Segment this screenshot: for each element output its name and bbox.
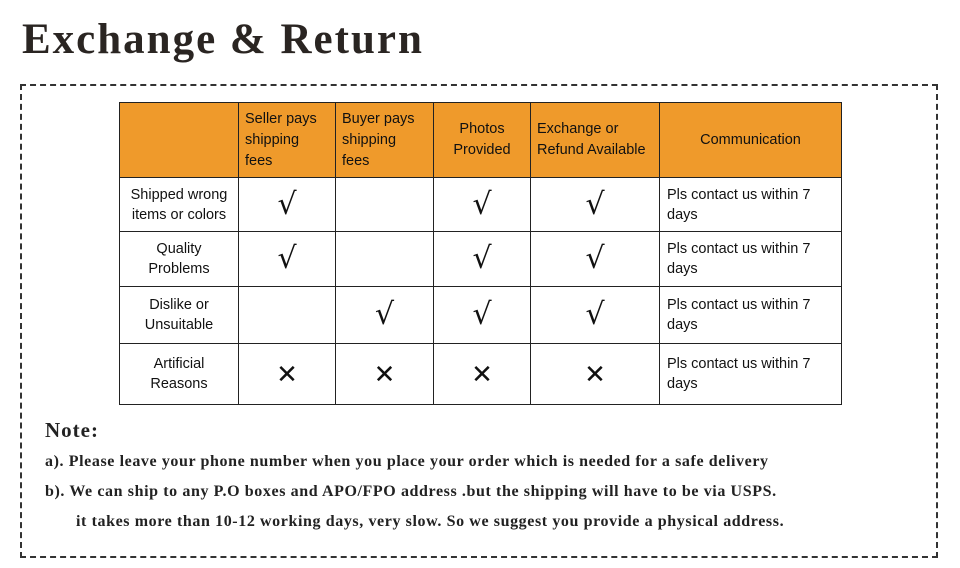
check-mark-icon: √ bbox=[239, 232, 336, 287]
check-mark-icon: √ bbox=[531, 287, 660, 344]
page-title: Exchange & Return bbox=[22, 16, 424, 63]
note-heading: Note: bbox=[45, 418, 99, 442]
reason-cell: Artificial Reasons bbox=[120, 344, 239, 405]
table-row bbox=[120, 178, 842, 232]
communication-cell: Pls contact us within 7 days bbox=[660, 232, 842, 287]
check-mark-icon: √ bbox=[434, 232, 531, 287]
note-line-b: b). We can ship to any P.O boxes and APO/FPO address .but the shipping will have to be via USPS. bbox=[45, 483, 777, 500]
cross-mark-cell bbox=[336, 344, 434, 405]
communication-cell: Pls contact us within 7 days bbox=[660, 178, 842, 232]
empty-cell bbox=[239, 287, 336, 344]
cross-mark-cell bbox=[434, 344, 531, 405]
cross-mark-cell bbox=[239, 344, 336, 405]
check-mark-icon: √ bbox=[531, 178, 660, 232]
table-row bbox=[120, 232, 842, 287]
table-header-row bbox=[120, 103, 842, 178]
header-exchange-refund: Exchange or Refund Available bbox=[531, 103, 660, 178]
communication-cell: Pls contact us within 7 days bbox=[660, 287, 842, 344]
table-row bbox=[120, 344, 842, 405]
reason-cell: Shipped wrong items or colors bbox=[120, 178, 239, 232]
cross-mark-icon: ✕ bbox=[373, 360, 396, 390]
cross-mark-cell bbox=[531, 344, 660, 405]
reason-cell: Dislike or Unsuitable bbox=[120, 287, 239, 344]
table-row bbox=[120, 287, 842, 344]
empty-cell bbox=[336, 232, 434, 287]
header-corner-cell bbox=[120, 103, 239, 178]
note-line-b-continued: it takes more than 10-12 working days, very slow. So we suggest you provide a physical address. bbox=[76, 513, 785, 530]
cross-mark-icon: ✕ bbox=[584, 360, 606, 390]
cross-mark-icon: ✕ bbox=[276, 360, 298, 390]
communication-cell: Pls contact us within 7 days bbox=[660, 344, 842, 405]
note-line-a: a). Please leave your phone number when you place your order which is needed for a safe delivery bbox=[45, 453, 769, 470]
policy-table bbox=[119, 102, 842, 405]
check-mark-icon: √ bbox=[434, 287, 531, 344]
check-mark-icon: √ bbox=[531, 232, 660, 287]
check-mark-icon: √ bbox=[434, 178, 531, 232]
cross-mark-icon: ✕ bbox=[471, 360, 493, 390]
header-seller-pays: Seller pays shipping fees bbox=[239, 103, 336, 178]
header-buyer-pays: Buyer pays shipping fees bbox=[336, 103, 434, 178]
header-photos-provided: Photos Provided bbox=[434, 103, 531, 178]
header-communication: Communication bbox=[660, 103, 842, 178]
empty-cell bbox=[336, 178, 434, 232]
check-mark-icon: √ bbox=[336, 287, 434, 344]
check-mark-icon: √ bbox=[239, 178, 336, 232]
reason-cell: Quality Problems bbox=[120, 232, 239, 287]
